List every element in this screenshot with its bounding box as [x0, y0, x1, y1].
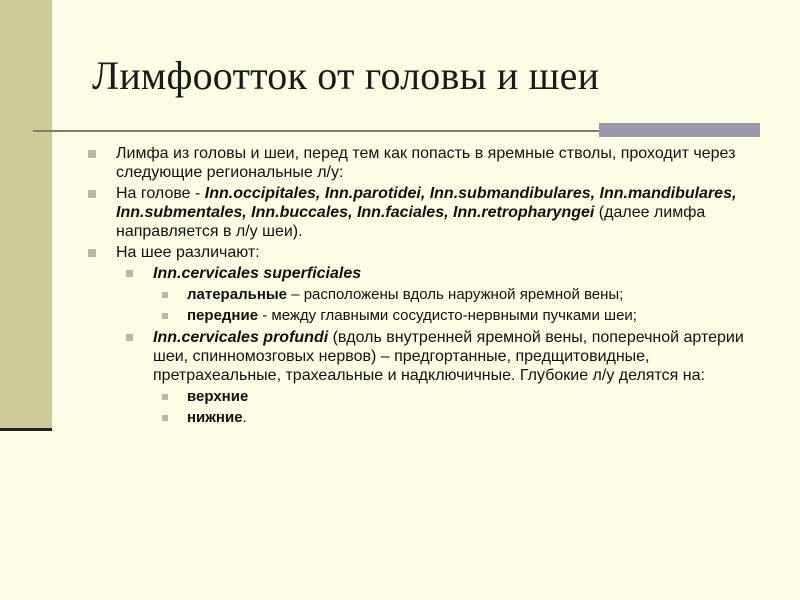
- square-bullet-icon: [88, 249, 96, 257]
- lateral-text: – расположены вдоль наружной яремной вены;: [287, 286, 624, 303]
- square-bullet-icon: [162, 415, 168, 421]
- square-bullet-icon: [162, 313, 168, 319]
- lower-label: нижние: [187, 409, 243, 426]
- sub-sub-bullet-anterior: [86, 307, 766, 325]
- left-band-underline: [0, 428, 52, 431]
- slide-body: [86, 144, 766, 430]
- slide-title: Лимфоотток от головы и шеи: [92, 53, 600, 98]
- sub-sub-bullet-upper: [86, 388, 766, 406]
- head-prefix: На голове -: [116, 185, 205, 202]
- square-bullet-icon: [126, 270, 133, 277]
- upper-label: верхние: [187, 388, 249, 405]
- square-bullet-icon: [88, 190, 96, 198]
- left-decor-band: [0, 0, 52, 428]
- square-bullet-icon: [88, 150, 96, 158]
- title-accent-bar: [599, 123, 760, 137]
- neck-text: На шее различают:: [116, 244, 260, 261]
- sub-sub-bullet-lateral: [86, 286, 766, 304]
- bullet-item-neck: [86, 243, 766, 262]
- profundi-title: Inn.cervicales profundi: [153, 329, 329, 346]
- superficial-title: Inn.cervicales superficiales: [153, 265, 362, 282]
- square-bullet-icon: [162, 394, 168, 400]
- square-bullet-icon: [162, 292, 168, 298]
- intro-text: Лимфа из головы и шеи, перед тем как попасть в яремные стволы, проходит через следующие региональные л/у:: [116, 145, 736, 181]
- bullet-item-head: [86, 184, 766, 241]
- lateral-label: латеральные: [187, 286, 288, 303]
- sub-bullet-profundi: [86, 328, 766, 385]
- profundi-text: (вдоль внутренней яремной вены, поперечной артерии шеи, спинномозговых нервов) – предгортанные, предщитовидные, претрахеальные, трахеальные и надключичные. Глубокие л/у делятся на:: [153, 329, 744, 384]
- sub-bullet-superficial: [86, 264, 766, 283]
- anterior-label: передние: [187, 307, 259, 324]
- bullet-item-intro: [86, 144, 766, 182]
- sub-sub-bullet-lower: [86, 409, 766, 427]
- head-suffix: (далее лимфа направляется в л/у шеи).: [116, 204, 706, 240]
- head-nodes-list: Inn.occipitales, Inn.parotidei, Inn.submandibulares, Inn.mandibulares, Inn.submentales, Inn.buccales, Inn.faciales, Inn.retropharyngei: [116, 185, 737, 221]
- lower-suffix: .: [242, 409, 247, 426]
- square-bullet-icon: [126, 334, 133, 341]
- anterior-text: - между главными сосудисто-нервными пучками шеи;: [258, 307, 637, 324]
